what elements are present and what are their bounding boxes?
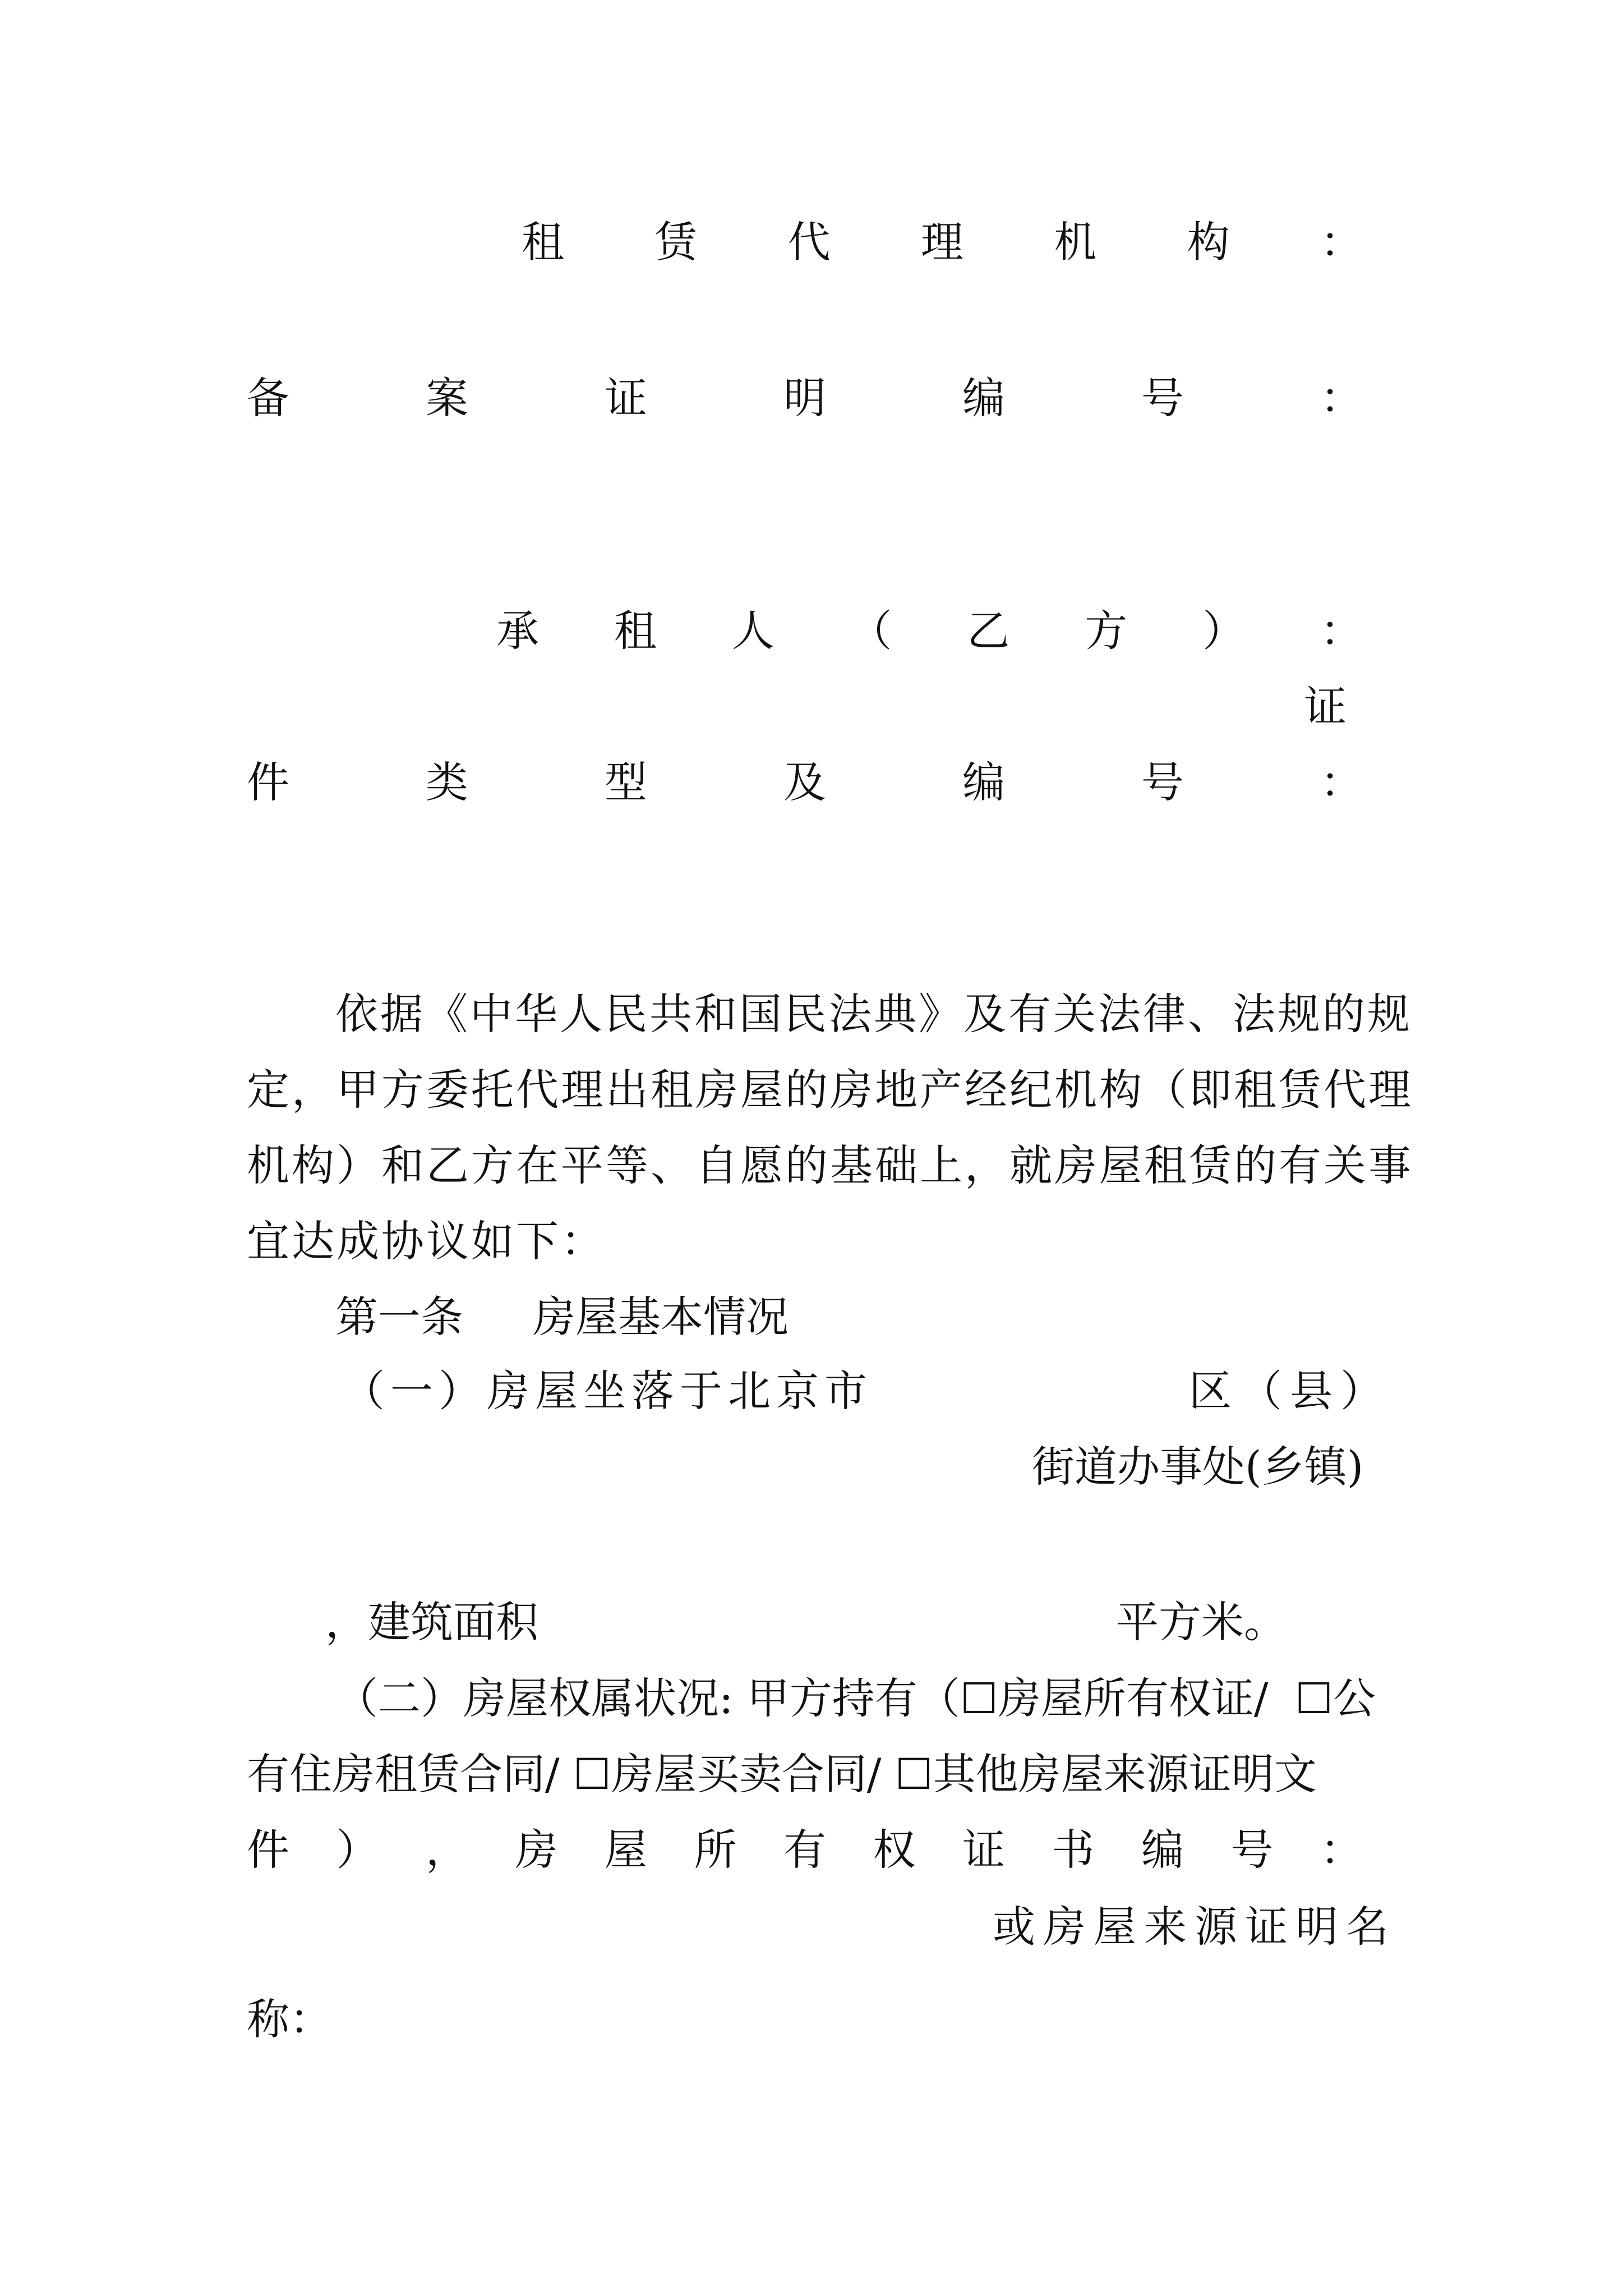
cert-char: 证 [962, 1825, 1005, 1875]
paragraph-line: 定，甲方委托代理出租房屋的房地产经纪机构（即租赁代理 [247, 1065, 1413, 1115]
cert-char: ） [336, 1825, 379, 1875]
agency-char: 理 [920, 217, 963, 267]
filing-char: 备 [247, 373, 289, 423]
id-char: 类 [426, 757, 468, 807]
ownership-text: （二）房屋权属状况: 甲方持有（☐房屋所有权证/ [335, 1673, 1269, 1723]
article-number: 第一条 [335, 1292, 463, 1342]
lessee-char: ： [1320, 606, 1363, 656]
agency-char: 构 [1187, 217, 1230, 267]
cert-char: 号 [1230, 1825, 1274, 1875]
paragraph-line: 机构）和乙方在平等、自愿的基础上，就房屋租赁的有关事 [247, 1140, 1413, 1190]
cert-char: 件 [247, 1825, 289, 1875]
source-proof-label: 或房屋来源证明名 [993, 1902, 1396, 1952]
id-type-line [247, 754, 1363, 811]
cert-char: 屋 [605, 1825, 647, 1875]
agency-char: 代 [787, 217, 831, 267]
lessee-char: （ [849, 606, 892, 656]
cert-char: 房 [515, 1825, 558, 1875]
ownership-line [335, 1671, 1376, 1727]
article-title: 房屋基本情况 [533, 1292, 789, 1342]
lessee-char: 人 [731, 606, 774, 656]
id-char: 型 [605, 757, 647, 807]
cert-char: 编 [1141, 1825, 1184, 1875]
cert-char: 所 [694, 1825, 737, 1875]
agency-char: ： [1320, 217, 1363, 267]
cert-char: ： [1320, 1825, 1363, 1875]
source-proof-name: 称： [247, 1994, 332, 2044]
agency-char: 机 [1054, 217, 1097, 267]
lessee-char: ） [1202, 606, 1246, 656]
filing-char: 证 [605, 373, 647, 423]
id-char: ： [1320, 757, 1363, 807]
certificate-number-line [247, 1822, 1363, 1878]
lessee-char: 承 [496, 606, 539, 656]
cert-char: 有 [783, 1825, 826, 1875]
filing-number-line [247, 370, 1363, 426]
id-char: 件 [247, 757, 289, 807]
id-char: 号 [1141, 757, 1184, 807]
agency-line [522, 214, 1363, 270]
cert-char: 书 [1052, 1825, 1095, 1875]
id-prefix: 证 [1304, 682, 1347, 731]
lessee-line [496, 603, 1363, 659]
filing-char: 号 [1141, 373, 1184, 423]
ownership-text: ☐公 [1294, 1673, 1376, 1723]
lessee-char: 方 [1085, 606, 1128, 656]
paragraph-line: 依据《中华人民共和国民法典》及有关法律、法规的规 [335, 989, 1412, 1039]
id-char: 及 [783, 757, 826, 807]
agency-char: 赁 [654, 217, 698, 267]
filing-char: ： [1320, 373, 1363, 423]
cert-char: 权 [873, 1825, 916, 1875]
area-unit: 平方米。 [1116, 1597, 1287, 1647]
item-location: （一）房屋坐落于北京市 [342, 1366, 873, 1416]
ownership-line: 有住房租赁合同/ ☐房屋买卖合同/ ☐其他房屋来源证明文 [247, 1749, 1317, 1799]
cert-char: ， [426, 1825, 468, 1875]
item-street: 街道办事处(乡镇) [1032, 1442, 1364, 1492]
filing-char: 明 [783, 373, 826, 423]
id-char: 编 [962, 757, 1005, 807]
filing-char: 编 [962, 373, 1005, 423]
lessee-char: 乙 [967, 606, 1010, 656]
area-label: ，建筑面积 [325, 1597, 538, 1647]
paragraph-line: 宜达成协议如下： [247, 1216, 606, 1266]
item-district: 区（县） [1189, 1366, 1391, 1416]
filing-char: 案 [426, 373, 468, 423]
lessee-char: 租 [614, 606, 657, 656]
agency-char: 租 [522, 217, 564, 267]
